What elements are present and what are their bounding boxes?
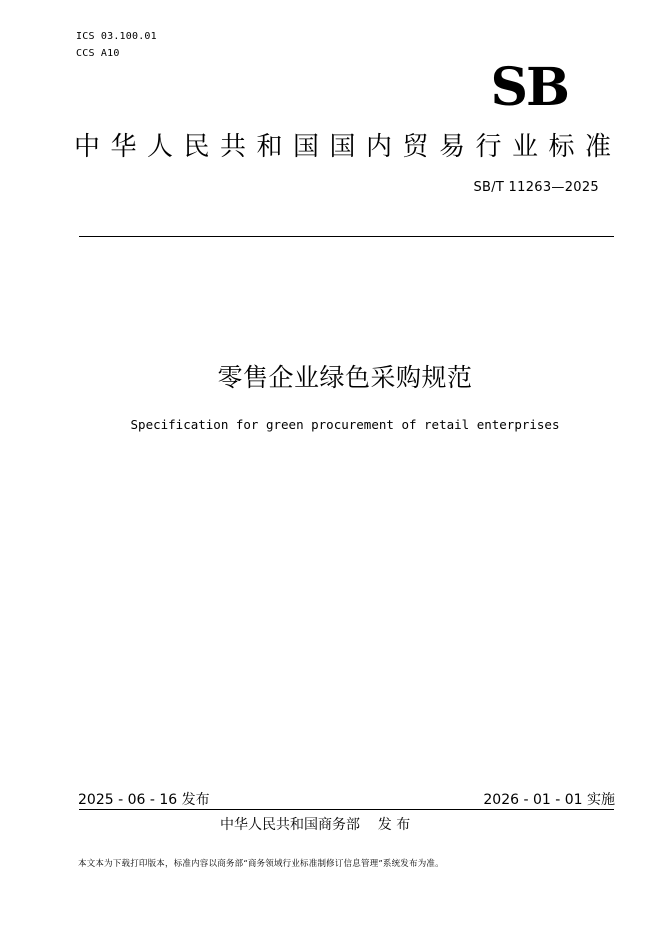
footer-divider <box>79 809 614 810</box>
document-title-chinese: 零售企业绿色采购规范 <box>217 363 473 392</box>
publish-date: 2025 - 06 - 16 发布 <box>78 792 210 808</box>
ccs-code: CCS A10 <box>76 48 120 59</box>
ics-code: ICS 03.100.01 <box>76 31 157 42</box>
standard-number: SB/T 11263—2025 <box>473 180 599 195</box>
effective-date: 2026 - 01 - 01 实施 <box>483 792 615 808</box>
header-divider <box>79 236 614 237</box>
organization-title: 中华人民共和国国内贸易行业标准 <box>74 132 622 162</box>
download-note: 本文本为下载打印版本，标准内容以商务部“商务领域行业标准制修订信息管理”系统发布为准。 <box>78 859 444 869</box>
document-title-english: Specification for green procurement of retail enterprises <box>130 417 560 432</box>
issuing-authority: 中华人民共和国商务部 发 布 <box>220 817 411 833</box>
standard-logo: SB <box>490 57 568 118</box>
